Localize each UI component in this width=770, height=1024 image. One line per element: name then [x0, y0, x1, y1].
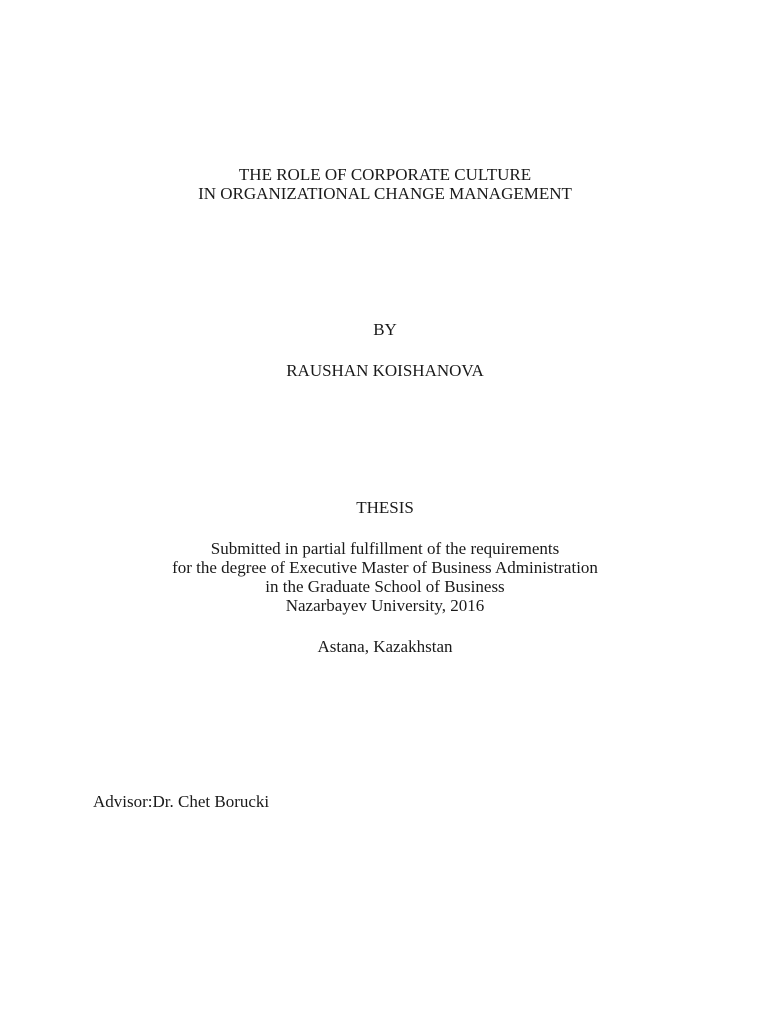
location: Astana, Kazakhstan	[317, 637, 453, 656]
document-type: THESIS	[356, 498, 414, 517]
thesis-title-line-2: IN ORGANIZATIONAL CHANGE MANAGEMENT	[198, 184, 572, 203]
submission-statement	[0, 539, 770, 615]
thesis-title-line-1: THE ROLE OF CORPORATE CULTURE	[238, 165, 532, 184]
submission-line-1: Submitted in partial fulfillment of the requirements	[210, 539, 560, 558]
submission-line-2: for the degree of Executive Master of Business Administration	[172, 558, 598, 577]
advisor: Advisor:Dr. Chet Borucki	[93, 792, 270, 811]
author-name: RAUSHAN KOISHANOVA	[286, 361, 484, 380]
submission-line-4: Nazarbayev University, 2016	[285, 596, 485, 615]
thesis-title	[0, 165, 770, 203]
by-label: BY	[373, 320, 397, 339]
submission-line-3: in the Graduate School of Business	[265, 577, 505, 596]
